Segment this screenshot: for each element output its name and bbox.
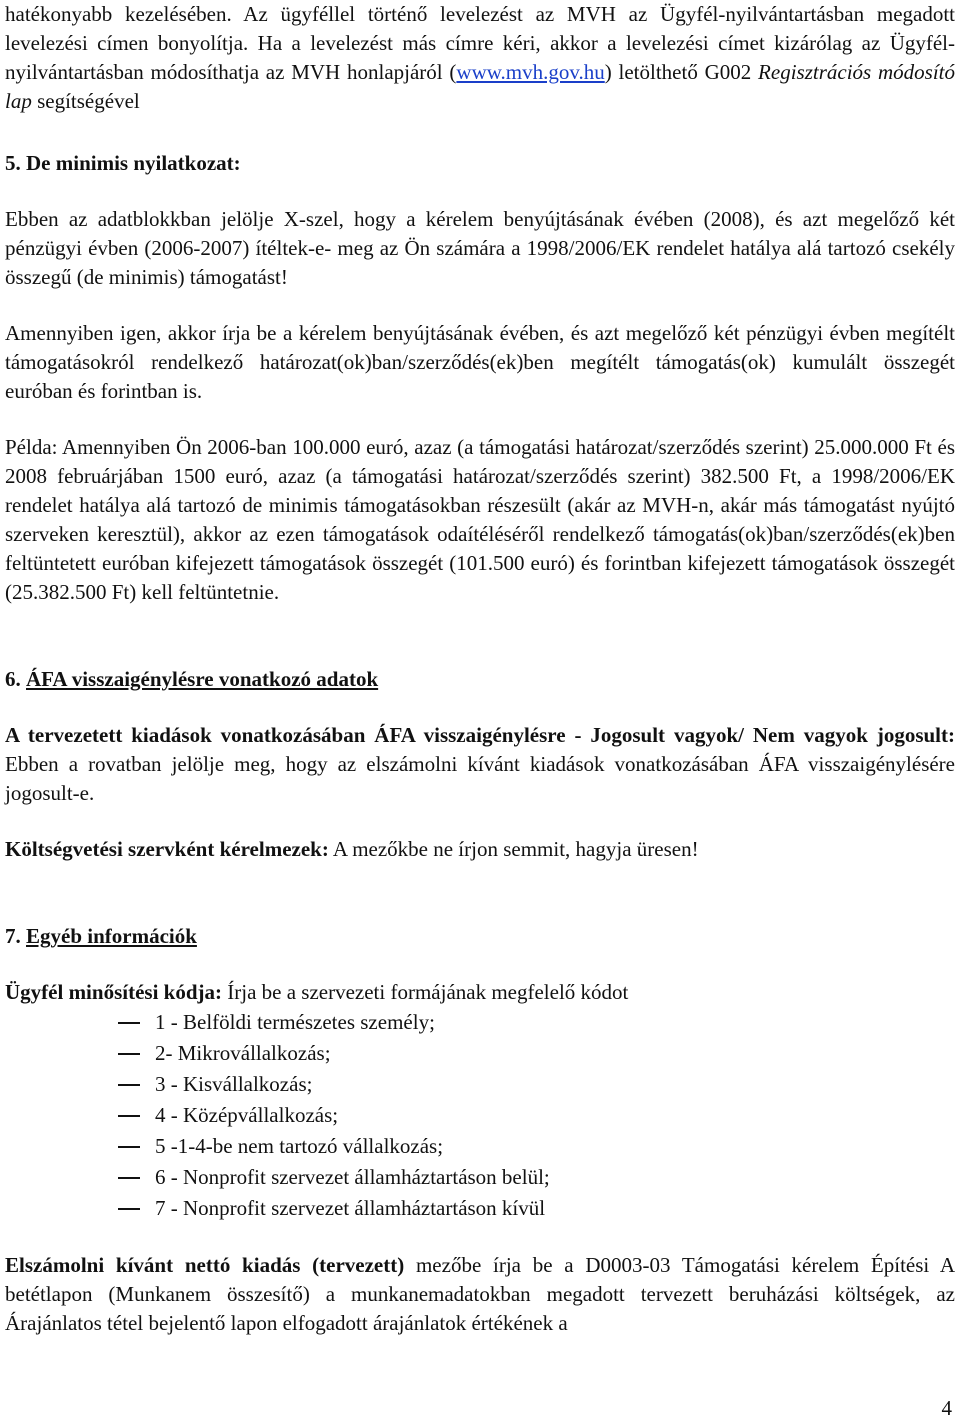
client-code-paragraph: Ügyfél minősítési kódja: Írja be a szervezeti formájának megfelelő kódot [5, 980, 629, 1004]
section6-budget-paragraph: Költségvetési szervként kérelmezek: A mezőkbe ne írjon semmit, hagyja üresen! [5, 837, 699, 861]
net-expense-label: Elszámolni kívánt nettó kiadás (tervezett) [5, 1253, 405, 1277]
list-item: 3 - Kisvállalkozás; [118, 1069, 955, 1100]
dash-bullet-icon [118, 1208, 140, 1210]
section5-paragraph-1: Ebben az adatblokkban jelölje X-szel, hogy a kérelem benyújtásának évében (2008), és azt megelőző két pénzügyi évben (2006-2007) ítéltek-e- meg az Ön számára a 1998/2006/EK rendelet hatálya alá tartozó csekély összegű (de minimis) támogatást! [5, 207, 955, 289]
section5-example-paragraph: Példa: Amennyiben Ön 2006-ban 100.000 euró, azaz (a támogatási határozat/szerződés szerint) 25.000.000 Ft és 2008 februárjában 1500 euró, azaz (a támogatási határozat/szerződés szerint) 382.500 Ft, a 1998/2006/EK rendelet hatálya alá tartozó de minimis támogatásokban részesült (akár az MVH-n, akár más támogatást nyújtó szerveken keresztül), akkor az ezen támogatások odaítéléséről rendelkező támogatás(ok)ban/szerződés(ek)ben feltüntetett euróban kifejezett támogatások összegét (101.500 euró) és forintban kifejezett támogatások összegét (25.382.500 Ft) kell feltüntetnie. [5, 435, 955, 604]
client-code-label: Ügyfél minősítési kódja: [5, 980, 222, 1004]
list-item: 5 -1-4-be nem tartozó vállalkozás; [118, 1131, 955, 1162]
intro-paragraph [5, 0, 955, 116]
list-item: 2- Mikrovállalkozás; [118, 1038, 955, 1069]
intro-text: hatékonyabb kezelésében. Az ügyféllel történő levelezést az MVH az Ügyfél-nyilvántartásban megadott levelezési címen bonyolítja. Ha a levelezést más címre kéri, akkor a levelezési címet kizárólag az Ügyfél-nyilvántartásban módosíthatja az MVH honlapjáról ( [5, 2, 955, 84]
client-code-list [5, 1007, 955, 1224]
list-item: 1 - Belföldi természetes személy; [118, 1007, 955, 1038]
document-page [5, 0, 955, 1338]
dash-bullet-icon [118, 1146, 140, 1148]
section6-heading: 6. ÁFA visszaigénylésre vonatkozó adatok [5, 667, 379, 691]
list-item: 7 - Nonprofit szervezet államháztartáson kívül [118, 1193, 955, 1224]
mvh-website-link[interactable]: www.mvh.gov.hu [456, 60, 605, 84]
dash-bullet-icon [118, 1115, 140, 1117]
section5-heading: 5. De minimis nyilatkozat: [5, 151, 241, 175]
dash-bullet-icon [118, 1084, 140, 1086]
section6-vat-paragraph: A tervezetett kiadások vonatkozásában ÁFA visszaigénylésre - Jogosult vagyok/ Nem vagyok jogosult: Ebben a rovatban jelölje meg, hogy az elszámolni kívánt kiadások vonatkozásában ÁFA visszaigénylésére jogosult-e. [5, 723, 955, 805]
page-number: 4 [941, 1396, 952, 1420]
list-item: 4 - Középvállalkozás; [118, 1100, 955, 1131]
form-name: Regisztrációs módosító lap [5, 60, 955, 113]
intro-tail: segítségével [31, 89, 140, 113]
budget-label: Költségvetési szervként kérelmezek: [5, 837, 329, 861]
dash-bullet-icon [118, 1022, 140, 1024]
vat-label: A tervezetett kiadások vonatkozásában ÁFA visszaigénylésre - Jogosult vagyok/ Nem vagyok jogosult: [5, 723, 955, 747]
dash-bullet-icon [118, 1177, 140, 1179]
intro-text-cont: ) letölthető G002 [604, 60, 759, 84]
section5-paragraph-2: Amennyiben igen, akkor írja be a kérelem benyújtásának évében, és azt megelőző két pénzügyi évben megítélt támogatásokról rendelkező határozat(ok)ban/szerződés(ek)ben megítélt támogatás(ok) kumulált összegét euróban és forintban is. [5, 321, 955, 403]
list-item: 6 - Nonprofit szervezet államháztartáson belül; [118, 1162, 955, 1193]
dash-bullet-icon [118, 1053, 140, 1055]
section7-heading: 7. Egyéb információk [5, 924, 197, 948]
net-expense-paragraph: Elszámolni kívánt nettó kiadás (tervezett) mezőbe írja be a D0003-03 Támogatási kérelem Építési A betétlapon (Munkanem összesítő) a munkanemadatokban megadott tervezett beruházási költségek, az Árajánlatos tétel bejelentő lapon elfogadott árajánlatok értékének a [5, 1253, 955, 1335]
